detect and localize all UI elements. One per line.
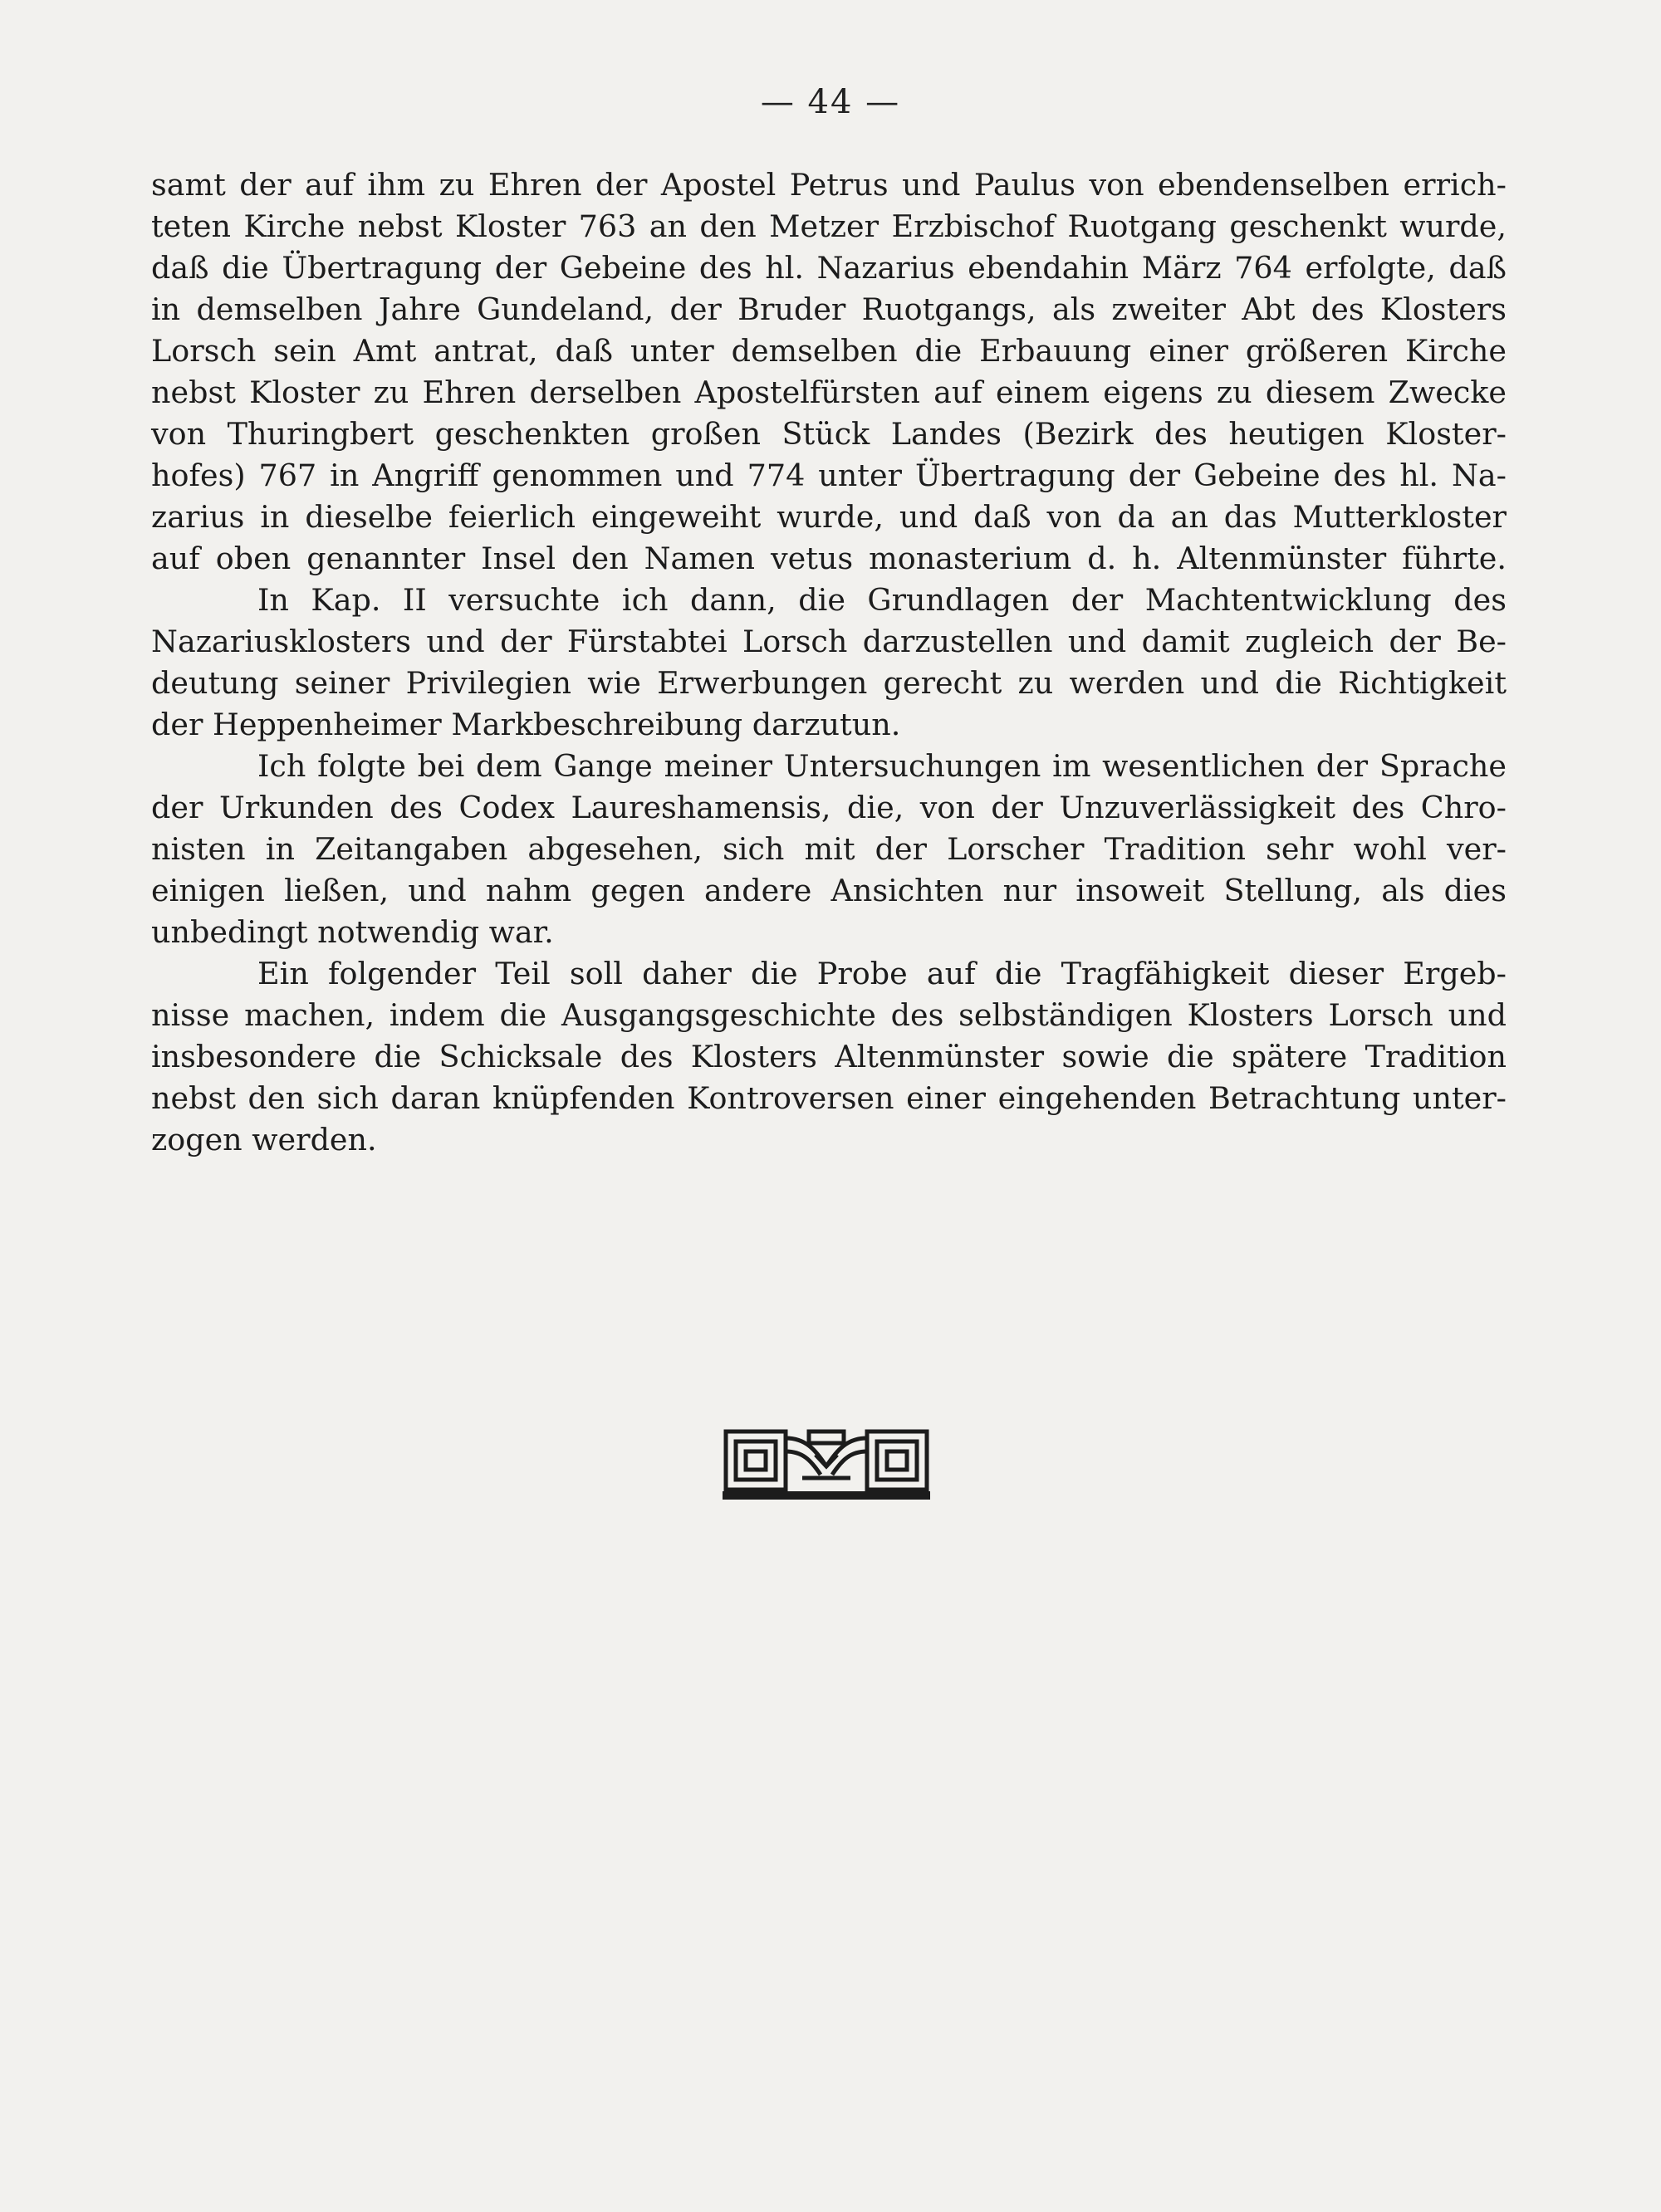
text-line: deutung seiner Privilegien wie Erwerbungen gerecht zu werden und die Richtigkeit	[151, 665, 1507, 701]
paragraph-end-line: zogen werden.	[151, 1122, 377, 1157]
paragraph-start-line: In Kap. II versuchte ich dann, die Grundlagen der Machtentwicklung des	[257, 582, 1507, 618]
text-line: insbesondere die Schicksale des Klosters Altenmünster sowie die spätere Tradition	[151, 1039, 1507, 1074]
paragraph-start-line: Ich folgte bei dem Gange meiner Untersuchungen im wesentlichen der Sprache	[257, 748, 1507, 784]
text-line: einigen ließen, und nahm gegen andere Ansichten nur insoweit Stellung, als dies	[151, 873, 1507, 908]
text-line: von Thuringbert geschenkten großen Stück Landes (Bezirk des heutigen Kloster-	[151, 416, 1507, 452]
text-line: Nazariusklosters und der Fürstabtei Lorsch darzustellen und damit zugleich der Be-	[151, 624, 1507, 659]
text-line: auf oben genannter Insel den Namen vetus monasterium d. h. Altenmünster führte.	[151, 541, 1507, 576]
text-line: nisten in Zeitangaben abgesehen, sich mit der Lorscher Tradition sehr wohl ver-	[151, 831, 1507, 867]
paragraph-end-line: der Heppenheimer Markbeschreibung darzutun.	[151, 707, 901, 742]
paragraph-end-line: unbedingt notwendig war.	[151, 914, 554, 950]
text-line: nisse machen, indem die Ausgangsgeschichte des selbständigen Klosters Lorsch und	[151, 997, 1507, 1033]
text-line: nebst den sich daran knüpfenden Kontroversen einer eingehenden Betrachtung unter-	[151, 1080, 1507, 1116]
text-line: zarius in dieselbe feierlich eingeweiht wurde, und daß von da an das Mutterkloster	[151, 499, 1507, 535]
page-number: — 44 —	[760, 83, 901, 121]
text-line: nebst Kloster zu Ehren derselben Apostelfürsten auf einem eigens zu diesem Zwecke	[151, 374, 1507, 410]
text-line: daß die Übertragung der Gebeine des hl. Nazarius ebendahin März 764 erfolgte, daß	[151, 250, 1507, 286]
body-text	[151, 164, 1507, 1161]
paragraph-start-line: Ein folgender Teil soll daher die Probe auf die Tragfähigkeit dieser Ergeb-	[257, 956, 1507, 991]
text-line: teten Kirche nebst Kloster 763 an den Metzer Erzbischof Ruotgang geschenkt wurde,	[151, 208, 1507, 244]
decorative-tailpiece-icon	[723, 1427, 930, 1503]
text-line: samt der auf ihm zu Ehren der Apostel Petrus und Paulus von ebendenselben errich-	[151, 167, 1507, 203]
text-line: hofes) 767 in Angriff genommen und 774 unter Übertragung der Gebeine des hl. Na-	[151, 458, 1507, 493]
text-line: in demselben Jahre Gundeland, der Bruder Ruotgangs, als zweiter Abt des Klosters	[151, 291, 1507, 327]
text-line: der Urkunden des Codex Laureshamensis, die, von der Unzuverlässigkeit des Chro-	[151, 790, 1507, 825]
text-line: Lorsch sein Amt antrat, daß unter demselben die Erbauung einer größeren Kirche	[151, 333, 1507, 369]
